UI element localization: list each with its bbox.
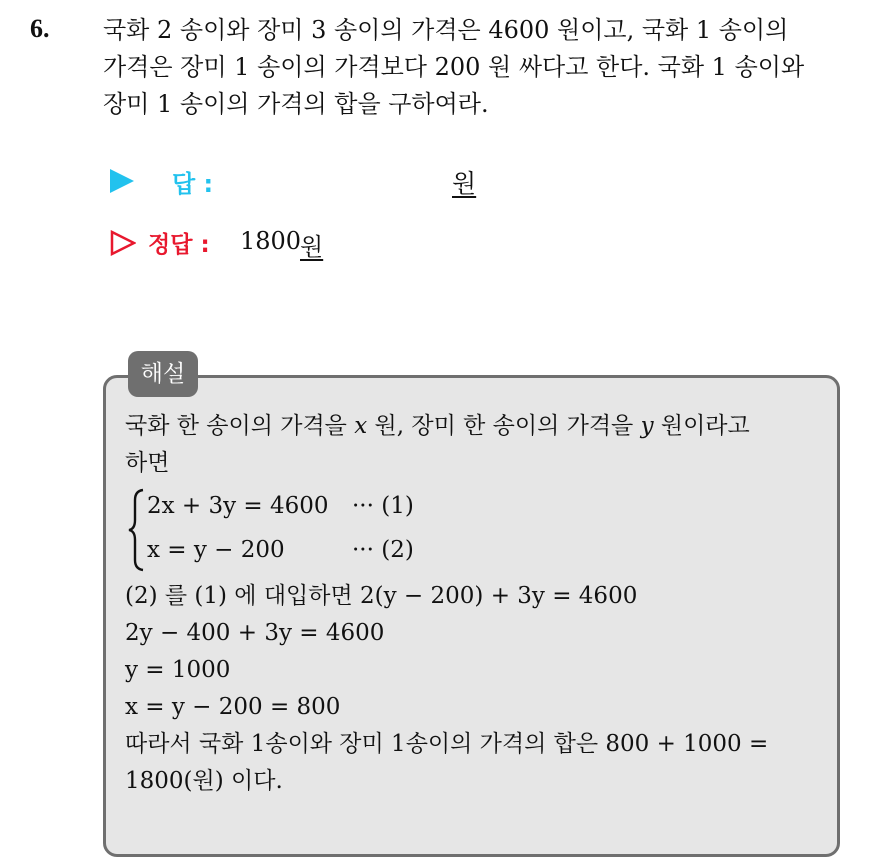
solution-tab: 해설 — [128, 351, 198, 397]
solution-conclusion-2: 1800(원) 이다. — [125, 768, 283, 794]
question-line: 장미 1 송이의 가격의 합을 구하여라. — [103, 90, 489, 118]
variable-x: x — [354, 413, 368, 439]
answer-row — [110, 164, 510, 198]
correct-answer-unit: 원 — [300, 233, 324, 261]
solution-intro-line-2: 하면 — [125, 450, 170, 476]
solution-body — [125, 408, 825, 800]
solution-step-3: y = 1000 — [125, 657, 231, 683]
correct-answer-row — [110, 226, 510, 260]
solution-text: 원이라고 — [653, 413, 750, 439]
answer-unit: 원 — [452, 169, 477, 198]
question-line: 가격은 장미 1 송이의 가격보다 200 원 싸다고 한다. 국화 1 송이와 — [103, 53, 805, 81]
solution-step-1: (2) 를 (1) 에 대입하면 2(y − 200) + 3y = 4600 — [125, 583, 638, 609]
solution-intro-line-1 — [125, 408, 825, 445]
equation-1-tag: ··· (1) — [352, 493, 414, 519]
left-brace — [127, 488, 147, 572]
solution-conclusion-1: 따라서 국화 1송이와 장미 1송이의 가격의 합은 800 + 1000 = — [125, 731, 769, 757]
equation-2-tag: ··· (2) — [352, 537, 414, 563]
question-number: 6. — [30, 14, 50, 43]
equation-2: x = y − 200 — [147, 537, 285, 563]
correct-answer-label: 정답 : — [148, 232, 210, 258]
equation-1: 2x + 3y = 4600 — [147, 493, 329, 519]
equation-system — [125, 486, 825, 574]
solution-text: 원, 장미 한 송이의 가격을 — [367, 413, 641, 439]
solution-step-4: x = y − 200 = 800 — [125, 694, 341, 720]
question-line: 국화 2 송이와 장미 3 송이의 가격은 4600 원이고, 국화 1 송이의 — [103, 16, 789, 44]
play-triangle-icon — [110, 169, 134, 193]
question-text — [103, 12, 863, 123]
outline-triangle-icon — [110, 230, 136, 256]
solution-step-2: 2y − 400 + 3y = 4600 — [125, 620, 385, 646]
solution-text: 국화 한 송이의 가격을 — [125, 413, 355, 439]
answer-label: 답 : — [172, 170, 214, 198]
correct-answer-value: 1800 — [240, 227, 302, 255]
variable-y: y — [640, 413, 654, 439]
